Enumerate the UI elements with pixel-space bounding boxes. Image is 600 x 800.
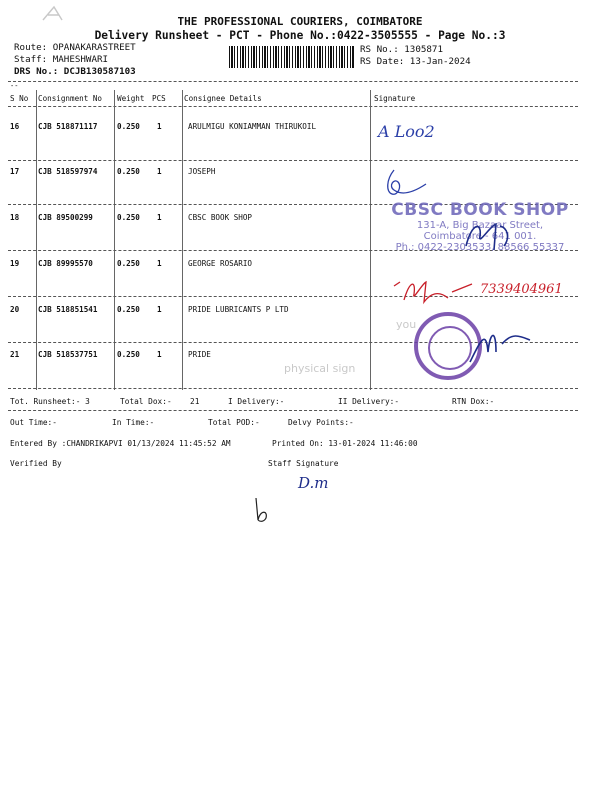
- verified-by: Verified By: [10, 459, 62, 468]
- divider-dashes: --: [10, 82, 19, 90]
- phone-handwritten: 7339404961: [480, 282, 563, 297]
- rs-number: RS No.: 1305871: [360, 44, 443, 55]
- total-runsheet: Tot. Runsheet:- 3: [10, 397, 90, 406]
- bleed-through-text: physical sign: [284, 362, 356, 375]
- staff-signature-mark: D.m: [298, 474, 329, 492]
- col-line: [182, 90, 183, 390]
- row-weight: 0.250: [117, 259, 140, 268]
- signature-scribble: [380, 166, 440, 202]
- row-sno: 17: [10, 167, 20, 176]
- ii-delivery: II Delivery:-: [338, 397, 400, 406]
- row-divider: [8, 388, 578, 389]
- col-sno: S No: [10, 94, 29, 103]
- row-consignment: CJB 518851541: [38, 305, 98, 314]
- row-consignee: PRIDE: [188, 350, 211, 359]
- total-dox-count: 21: [190, 397, 200, 406]
- out-time: Out Time:-: [10, 418, 57, 427]
- total-dox-label: Total Dox:-: [120, 397, 172, 406]
- totals-divider: [8, 410, 578, 411]
- row-sno: 18: [10, 213, 20, 222]
- divider: [8, 81, 578, 82]
- rtn-dox: RTN Dox:-: [452, 397, 495, 406]
- row-sno: 19: [10, 259, 20, 268]
- row-consignment: CJB 89500299: [38, 213, 93, 222]
- row-sno: 21: [10, 350, 20, 359]
- stamp-address-1: 131-A, Big Bazaar Street,: [416, 220, 544, 231]
- col-line: [36, 90, 37, 390]
- row-consignment: CJB 518597974: [38, 167, 98, 176]
- row-weight: 0.250: [117, 213, 140, 222]
- staff-label: Staff: MAHESHWARI: [14, 54, 109, 65]
- barcode: [229, 46, 354, 68]
- row-pcs: 1: [157, 350, 162, 359]
- row-consignee: CBSC BOOK SHOP: [188, 213, 253, 222]
- row-pcs: 1: [157, 213, 162, 222]
- header-divider: [8, 106, 578, 107]
- i-delivery: I Delivery:-: [228, 397, 285, 406]
- row-pcs: 1: [157, 305, 162, 314]
- route-label: Route: OPANAKARASTREET: [14, 42, 136, 53]
- col-consignee: Consignee Details: [184, 94, 262, 103]
- rs-date: RS Date: 13-Jan-2024: [360, 56, 471, 67]
- printed-on: Printed On: 13-01-2024 11:46:00: [272, 439, 418, 448]
- row-pcs: 1: [157, 259, 162, 268]
- signature-scribble: [466, 322, 536, 366]
- row-consignee: ARULMIGU KONIAMMAN THIRUKOIL: [188, 122, 317, 131]
- drs-number: DRS No.: DCJB130587103: [14, 66, 136, 77]
- signature-handwritten: A Loo2: [378, 122, 435, 141]
- col-line: [370, 90, 371, 390]
- row-consignee: PRIDE LUBRICANTS P LTD: [188, 305, 289, 314]
- row-consignee: GEORGE ROSARIO: [188, 259, 253, 268]
- row-pcs: 1: [157, 122, 162, 131]
- stamp-phone: Ph.: 0422-2303533, 88566 55337: [395, 242, 565, 253]
- stamp-shop-name: CBSC BOOK SHOP: [391, 200, 569, 220]
- row-weight: 0.250: [117, 167, 140, 176]
- row-pcs: 1: [157, 167, 162, 176]
- in-time: In Time:-: [112, 418, 155, 427]
- row-consignment: CJB 518871117: [38, 122, 98, 131]
- row-weight: 0.250: [117, 122, 140, 131]
- row-weight: 0.250: [117, 350, 140, 359]
- col-line: [114, 90, 115, 390]
- row-weight: 0.250: [117, 305, 140, 314]
- runsheet-subtitle: Delivery Runsheet - PCT - Phone No.:0422-3505555 - Page No.:3: [94, 29, 506, 42]
- col-signature: Signature: [374, 94, 416, 103]
- row-divider: [8, 160, 578, 161]
- signature-scribble: [460, 216, 520, 256]
- row-consignment: CJB 518537751: [38, 350, 98, 359]
- signature-scribble-red: [390, 276, 480, 306]
- pen-mark: [250, 496, 274, 526]
- entered-by: Entered By :CHANDRIKAPVI 01/13/2024 11:45:52 AM: [10, 439, 231, 448]
- delvy-points: Delvy Points:-: [288, 418, 354, 427]
- staff-signature-label: Staff Signature: [268, 459, 339, 468]
- row-consignment: CJB 89995570: [38, 259, 93, 268]
- bleed-through-text: you: [396, 318, 417, 331]
- col-weight: Weight: [117, 94, 145, 103]
- row-sno: 20: [10, 305, 20, 314]
- stamp-address-2: Coimbatore - 641 001.: [423, 231, 537, 242]
- row-consignee: JOSEPH: [188, 167, 216, 176]
- col-consignment: Consignment No: [38, 94, 103, 103]
- col-pcs: PCS: [152, 94, 166, 103]
- total-pod: Total POD:-: [208, 418, 260, 427]
- company-title: THE PROFESSIONAL COURIERS, COIMBATORE: [177, 15, 423, 28]
- row-sno: 16: [10, 122, 20, 131]
